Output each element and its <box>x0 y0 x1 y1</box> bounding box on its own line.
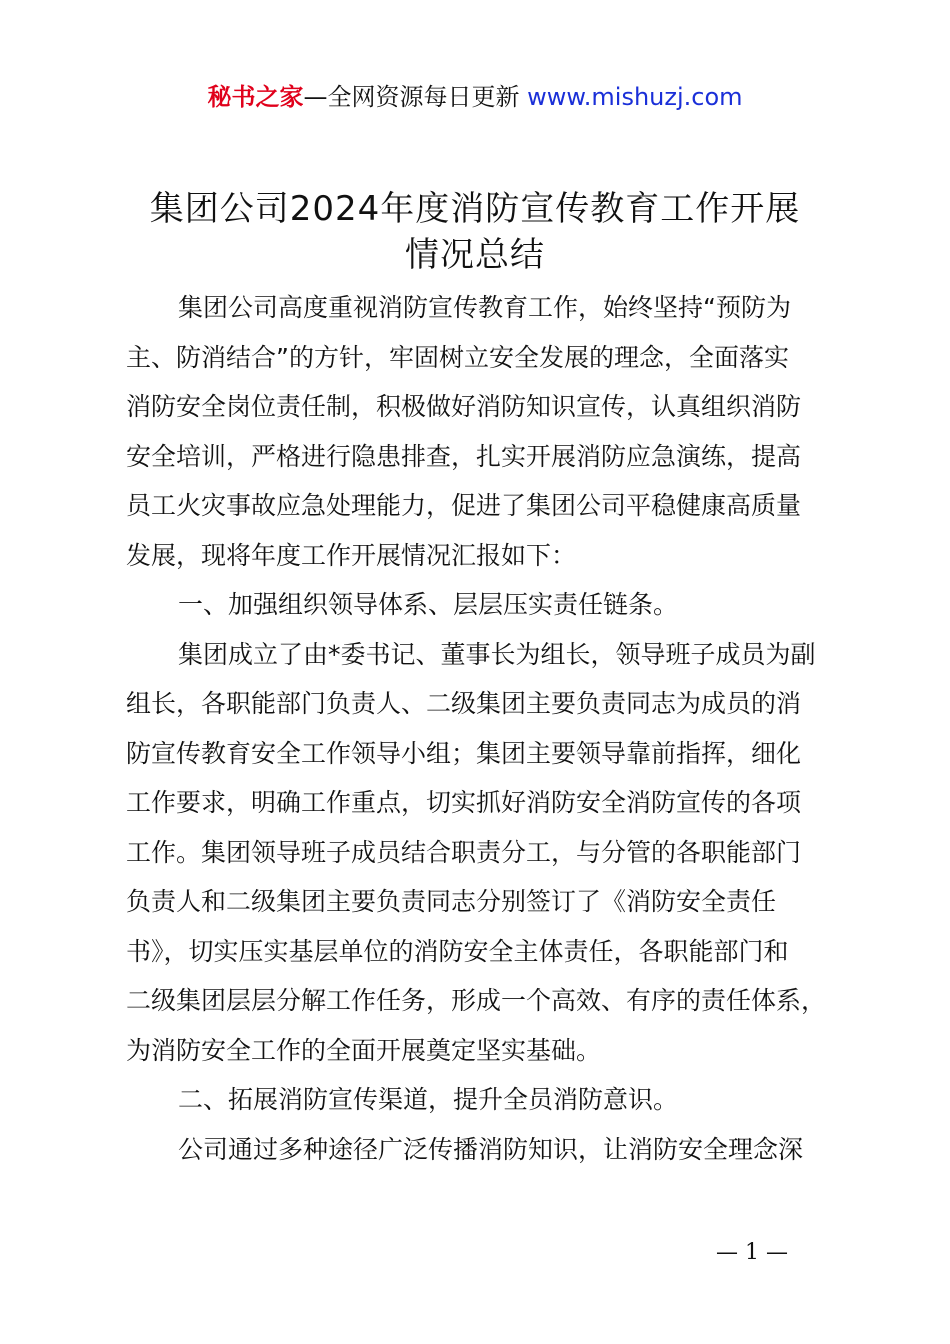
paragraph-section1-line: 防宣传教育安全工作领导小组；集团主要领导靠前指挥，细化 <box>126 738 802 768</box>
paragraph-section1-line: 二级集团层层分解工作任务，形成一个高效、有序的责任体系， <box>126 986 827 1015</box>
section-heading-1: 一、加强组织领导体系、层层压实责任链条。 <box>178 590 679 619</box>
paragraph-section1-line: 工作要求，明确工作重点，切实抓好消防安全消防宣传的各项 <box>126 788 802 817</box>
title-line-1: 集团公司2024年度消防宣传教育工作开展 <box>149 189 801 229</box>
paragraph-section1-line: 集团成立了由*委书记、董事长为组长，领导班子成员为副 <box>178 639 816 669</box>
paragraph-intro-line: 发展，现将年度工作开展情况汇报如下： <box>126 540 577 570</box>
section-heading-2: 二、拓展消防宣传渠道，提升全员消防意识。 <box>178 1085 679 1114</box>
paragraph-section1-line: 书》，切实压实基层单位的消防安全主体责任，各职能部门和 <box>126 936 789 966</box>
paragraph-section1-line: 工作。集团领导班子成员结合职责分工，与分管的各职能部门 <box>126 837 802 867</box>
paragraph-section2-line: 公司通过多种途径广泛传播消防知识，让消防安全理念深 <box>178 1134 804 1164</box>
paragraph-intro-line: 主、防消结合”的方针，牢固树立安全发展的理念，全面落实 <box>126 342 789 372</box>
site-header <box>0 80 950 114</box>
paragraph-section1-line: 组长，各职能部门负责人、二级集团主要负责同志为成员的消 <box>126 689 802 718</box>
paragraph-intro-line: 集团公司高度重视消防宣传教育工作，始终坚持“预防为 <box>178 293 791 322</box>
brand-name: 秘书之家 <box>207 83 304 111</box>
site-url-link[interactable]: www.mishuzj.com <box>527 83 743 111</box>
paragraph-section1-line: 负责人和二级集团主要负责同志分别签订了《消防安全责任 <box>126 887 777 916</box>
paragraph-section1-line: 为消防安全工作的全面开展奠定坚实基础。 <box>126 1035 602 1065</box>
document-body <box>126 283 852 1174</box>
title-line-2: 情况总结 <box>405 235 545 275</box>
document-title <box>80 186 870 278</box>
paragraph-intro-line: 安全培训，严格进行隐患排查，扎实开展消防应急演练，提高 <box>126 441 802 471</box>
paragraph-intro-line: 员工火灾事故应急处理能力，促进了集团公司平稳健康高质量 <box>126 491 802 520</box>
header-tagline: —全网资源每日更新 <box>303 83 528 111</box>
page-number: — 1 — <box>716 1240 788 1265</box>
paragraph-intro-line: 消防安全岗位责任制，积极做好消防知识宣传，认真组织消防 <box>126 392 802 421</box>
